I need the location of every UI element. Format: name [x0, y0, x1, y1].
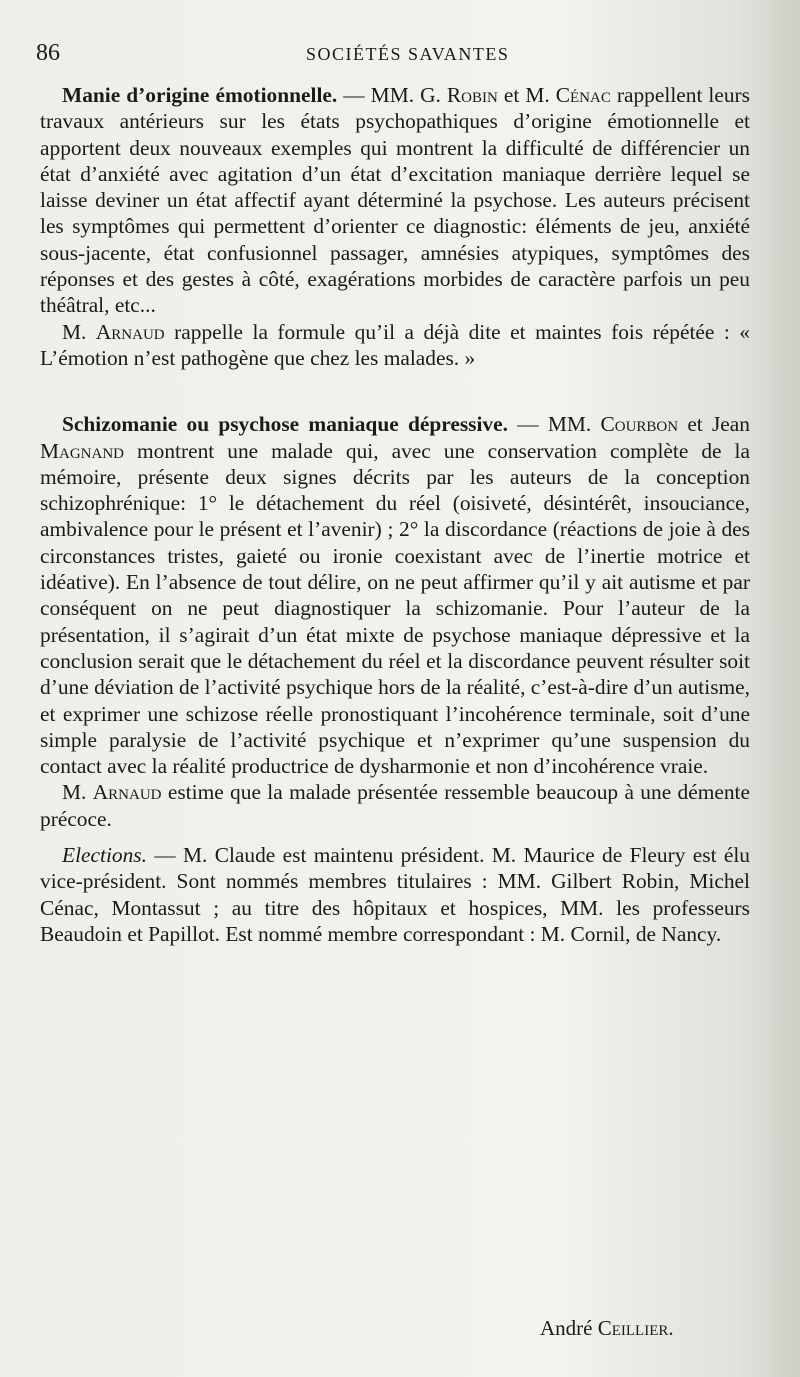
elections-paragraph [40, 842, 750, 947]
elections-title: Elections. [62, 843, 147, 868]
article-body [40, 82, 750, 947]
comment-paragraph [40, 319, 750, 372]
page-number: 86 [36, 40, 60, 66]
section-paragraph [40, 411, 750, 779]
comment-body: estime que la malade présentée ressemble beaucoup à une démente précoce. [40, 780, 750, 831]
comment-body: rappelle la formule qu’il a déjà dite et maintes fois répétée : « L’émotion n’est pathogène que chez les malades. » [40, 319, 750, 370]
author-name: Courbon [600, 412, 679, 437]
comment-prefix: M. [62, 780, 93, 805]
author-name: Cénac [555, 83, 611, 107]
comment-prefix: M. [62, 319, 96, 344]
author-name: Robin [446, 83, 498, 107]
section-intro: — MM. [507, 412, 601, 437]
signature-first-name: André [540, 1316, 598, 1340]
section-body: rappellent leurs travaux antérieurs sur les états psychopathiques d’origine émotionnelle et apportent deux nouveaux exemples qui montrent la difficulté de différencier un état d’anxiété avec agitation d’un état d’excitation maniaque derrière lequel se laisse deviner un état affectif ayant déterminé la psychose. Les auteurs précisent les symptômes qui permettent d’orienter ce diagnostic: éléments de jeu, anxiété sous-jacente, état confusionnel passager, amnésies atypiques, symptômes des réponses et des gestes à côté, exagérations morbides de caractère parfois un peu théâtral, etc... [40, 83, 750, 318]
comment-paragraph [40, 779, 750, 832]
section-body: montrent une malade qui, avec une conservation complète de la mémoire, présente deux signes décrits par les auteurs de la conception schizophrénique: 1° le détachement du réel (oisiveté, désintérêt, insouciance, ambivalence pour le présent et l’avenir) ; 2° la discordance (réactions de joie à des circonstances tristes, gaieté ou ironie coexistant avec de l’inertie motrice et idéative). En l’absence de tout délire, on ne peut affirmer qu’il y ait autisme et par conséquent on ne peut diagnostiquer la schizomanie. Pour l’auteur de la présentation, il s’agirait d’un état mixte de psychose maniaque dépressive et la conclusion serait que le détachement du réel et la discordance peuvent résulter soit d’une déviation de l’activité psychique hors de la réalité, c’est-à-dire d’un autisme, et exprimer une schizose réelle pronostiquant l’incohérence terminale, soit d’une simple paralysie de l’activité psychique et n’exprimer qu’une suspension du contact avec la réalité productrice de dysharmonie et non d’incohérence vraie. [40, 438, 750, 779]
section-title: Schizomanie ou psychose maniaque dépressive. [62, 412, 508, 437]
author-name: Magnand [40, 438, 125, 463]
section-spacer [40, 371, 750, 411]
elections-body: — M. Claude est maintenu président. M. Maurice de Fleury est élu vice-président. Sont nommés membres titulaires : MM. Gilbert Robin, Michel Cénac, Montassut ; au titre des hôpitaux et hospices, MM. les professeurs Beaudoin et Papillot. Est nommé membre correspondant : M. Cornil, de Nancy. [40, 843, 750, 946]
section-title: Manie d’origine émotionnelle. [62, 83, 338, 107]
signature-last-name: Ceillier. [597, 1316, 674, 1340]
signature [540, 1316, 674, 1341]
running-head: SOCIÉTÉS SAVANTES [306, 44, 510, 64]
author-connector: et M. [497, 83, 556, 107]
page-header [36, 40, 760, 74]
author-connector: et Jean [678, 412, 750, 437]
comment-author: Arnaud [92, 780, 162, 805]
section-spacer [40, 832, 750, 842]
section-paragraph [40, 82, 750, 319]
section-intro: — MM. G. [337, 83, 447, 107]
comment-author: Arnaud [95, 319, 165, 344]
